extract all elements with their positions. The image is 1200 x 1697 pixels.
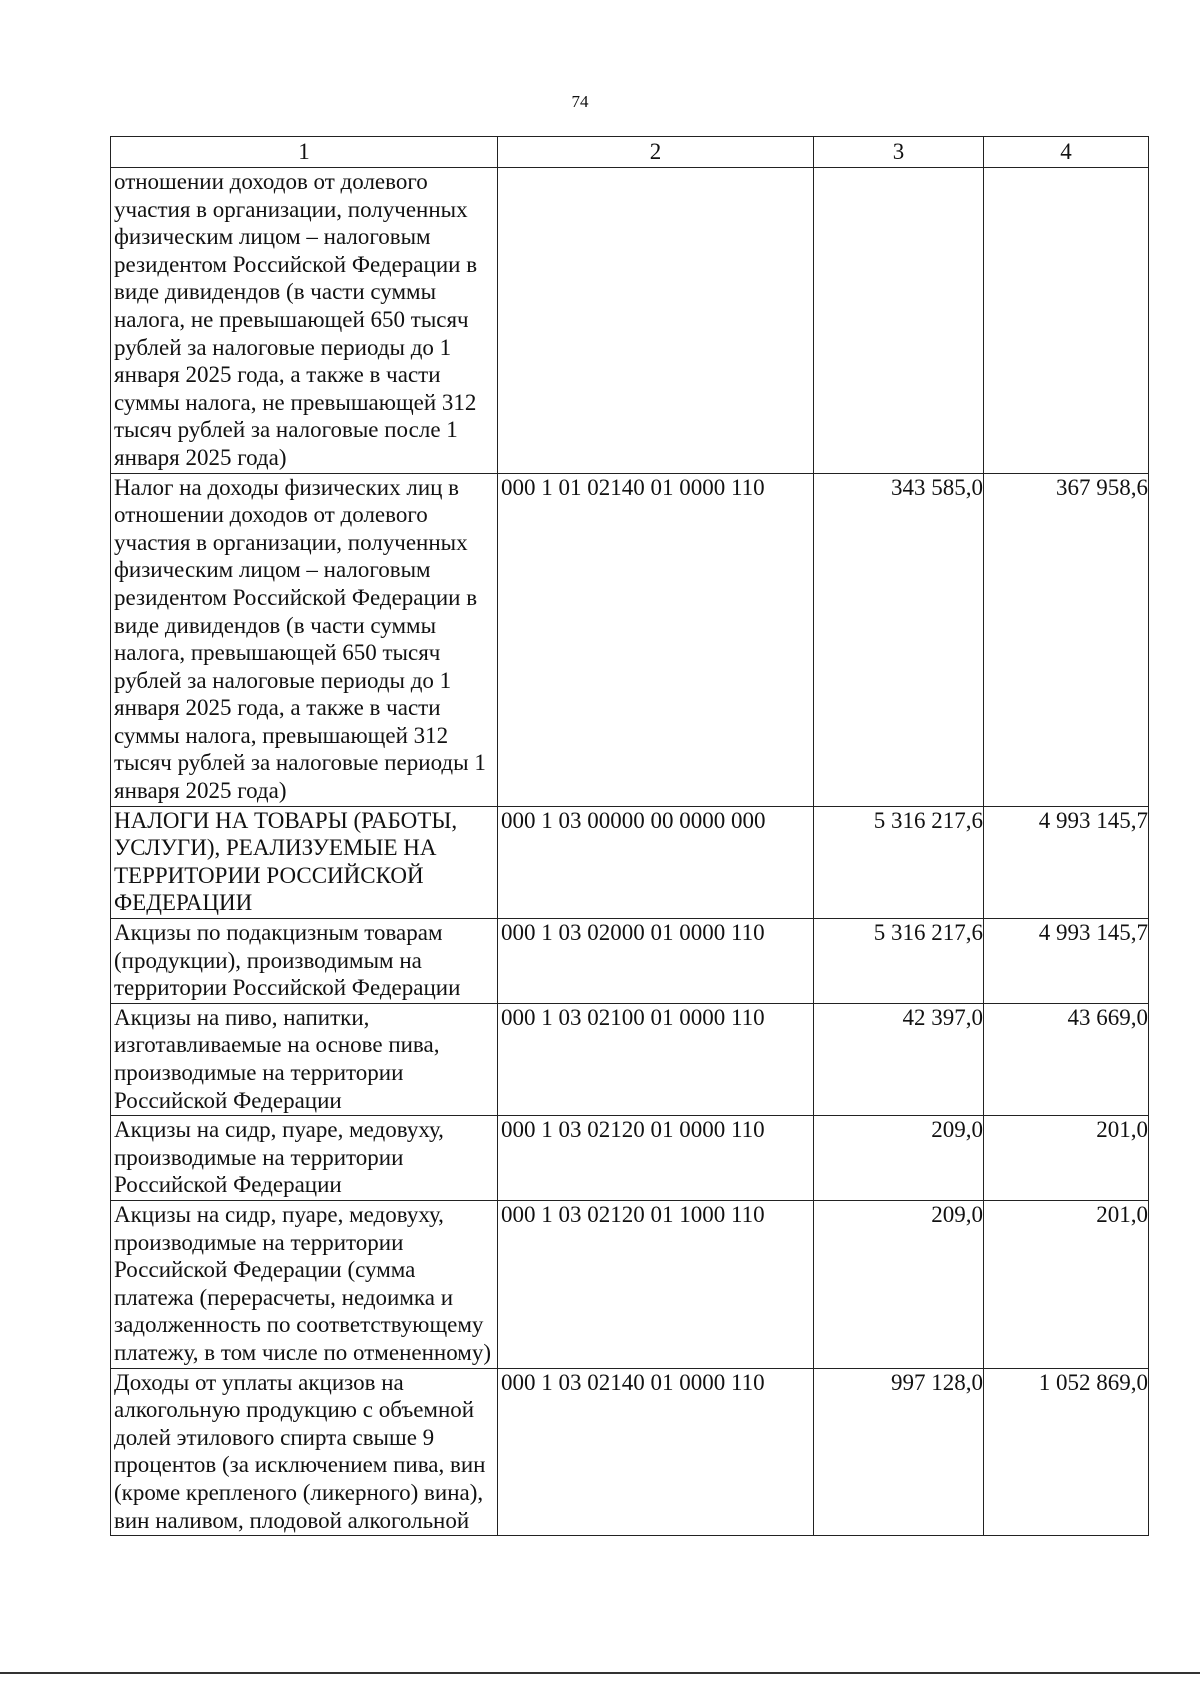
row-name: Налог на доходы физических лиц в отношении доходов от долевого участия в организации, полученных физическим лицом – налоговым резидентом Российской Федерации в виде дивидендов (в части суммы налога, превышающей 650 тысяч рублей за налоговые периоды до 1 января 2025 года, а также в части суммы налога, превышающей 312 тысяч рублей за налоговые периоды 1 января 2025 года)	[111, 473, 498, 806]
row-code: 000 1 03 02120 01 0000 110	[498, 1116, 814, 1201]
footer-divider	[0, 1672, 1200, 1674]
table-row	[111, 1368, 1149, 1536]
table-row	[111, 806, 1149, 918]
row-value-4	[984, 168, 1149, 474]
row-value-4: 367 958,6	[984, 473, 1149, 806]
table-row	[111, 1003, 1149, 1115]
row-value-4: 201,0	[984, 1116, 1149, 1201]
row-name: Акцизы на сидр, пуаре, медовуху, производимые на территории Российской Федерации (сумма платежа (перерасчеты, недоимка и задолженность по соответствующему платежу, в том числе по отмененному)	[111, 1200, 498, 1368]
row-code	[498, 168, 814, 474]
row-name: Доходы от уплаты акцизов на алкогольную продукцию с объемной долей этилового спирта свыше 9 процентов (за исключением пива, вин (кроме крепленого (ликерного) вина), вин наливом, плодовой алкогольной	[111, 1368, 498, 1536]
row-value-4: 1 052 869,0	[984, 1368, 1149, 1536]
row-value-3: 5 316 217,6	[814, 806, 984, 918]
column-header-1: 1	[111, 137, 498, 168]
row-code: 000 1 03 00000 00 0000 000	[498, 806, 814, 918]
page-number: 74	[571, 92, 589, 111]
row-value-4: 4 993 145,7	[984, 806, 1149, 918]
row-value-3: 5 316 217,6	[814, 919, 984, 1004]
row-name: отношении доходов от долевого участия в организации, полученных физическим лицом – налоговым резидентом Российской Федерации в виде дивидендов (в части суммы налога, не превышающей 650 тысяч рублей за налоговые периоды до 1 января 2025 года, а также в части суммы налога, не превышающей 312 тысяч рублей за налоговые после 1 января 2025 года)	[111, 168, 498, 474]
column-header-4: 4	[984, 137, 1149, 168]
revenue-table	[110, 136, 1149, 1536]
row-name: Акцизы на сидр, пуаре, медовуху, производимые на территории Российской Федерации	[111, 1116, 498, 1201]
table-row	[111, 473, 1149, 806]
row-value-4: 43 669,0	[984, 1003, 1149, 1115]
row-name: Акцизы на пиво, напитки, изготавливаемые на основе пива, производимые на территории Российской Федерации	[111, 1003, 498, 1115]
row-value-3: 209,0	[814, 1116, 984, 1201]
column-header-3: 3	[814, 137, 984, 168]
row-value-3: 997 128,0	[814, 1368, 984, 1536]
table-row	[111, 919, 1149, 1004]
row-value-4: 4 993 145,7	[984, 919, 1149, 1004]
row-code: 000 1 03 02000 01 0000 110	[498, 919, 814, 1004]
row-value-3	[814, 168, 984, 474]
row-value-3: 343 585,0	[814, 473, 984, 806]
table-row	[111, 1116, 1149, 1201]
row-name: НАЛОГИ НА ТОВАРЫ (РАБОТЫ, УСЛУГИ), РЕАЛИЗУЕМЫЕ НА ТЕРРИТОРИИ РОССИЙСКОЙ ФЕДЕРАЦИИ	[111, 806, 498, 918]
column-header-2: 2	[498, 137, 814, 168]
row-code: 000 1 03 02120 01 1000 110	[498, 1200, 814, 1368]
table-row	[111, 1200, 1149, 1368]
row-value-3: 42 397,0	[814, 1003, 984, 1115]
table-header-row	[111, 137, 1149, 168]
row-code: 000 1 01 02140 01 0000 110	[498, 473, 814, 806]
row-value-4: 201,0	[984, 1200, 1149, 1368]
row-name: Акцизы по подакцизным товарам (продукции), производимым на территории Российской Федерации	[111, 919, 498, 1004]
row-code: 000 1 03 02140 01 0000 110	[498, 1368, 814, 1536]
row-value-3: 209,0	[814, 1200, 984, 1368]
row-code: 000 1 03 02100 01 0000 110	[498, 1003, 814, 1115]
table-row	[111, 168, 1149, 474]
